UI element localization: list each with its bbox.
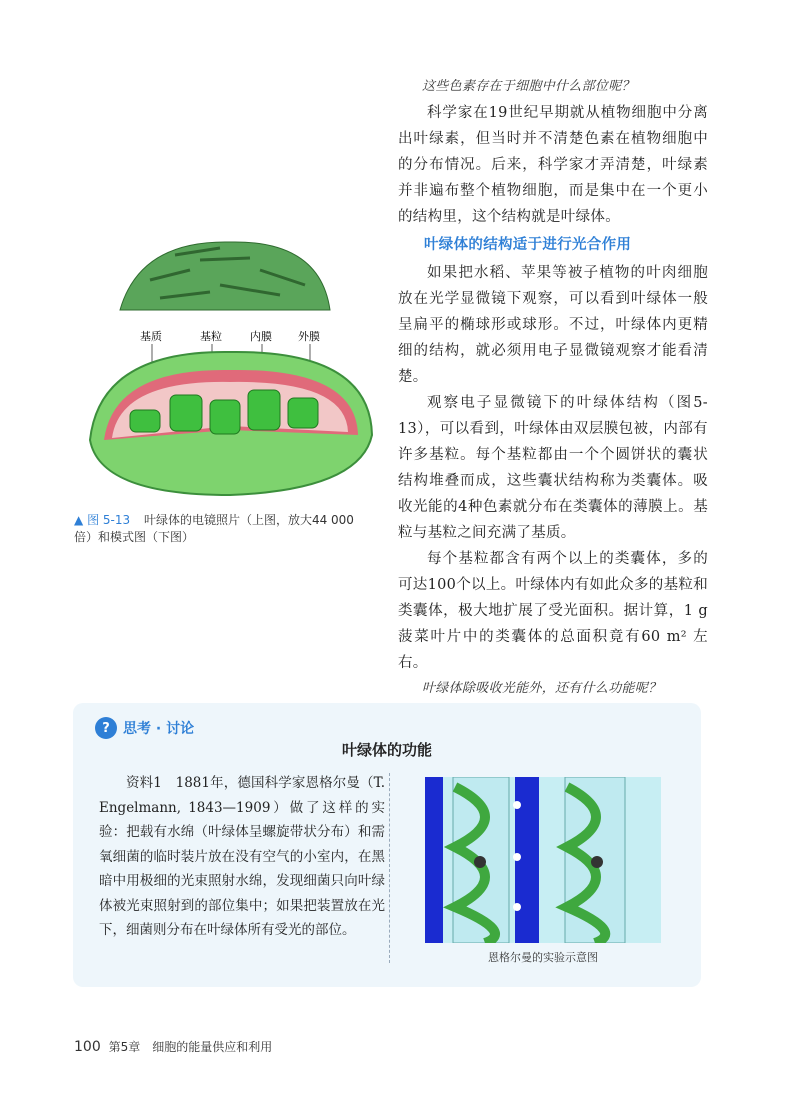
page-footer <box>74 1038 272 1055</box>
discussion-heading-label: 思考 · 讨论 <box>123 721 195 737</box>
em-photo <box>120 242 330 310</box>
discussion-heading <box>95 717 194 739</box>
page-number: 100 <box>74 1039 101 1055</box>
label-granum: 基粒 <box>200 330 222 343</box>
question-2: 叶绿体除吸收光能外，还有什么功能呢？ <box>422 681 662 696</box>
figure-number: 图 5-13 <box>87 513 131 527</box>
divider <box>389 773 390 963</box>
experiment-caption: 恩格尔曼的实验示意图 <box>488 951 598 964</box>
chloroplast-figure <box>80 240 380 500</box>
discussion-title: 叶绿体的功能 <box>341 741 432 759</box>
figure-caption <box>74 512 354 546</box>
chapter-title: 第5章 细胞的能量供应和利用 <box>108 1040 273 1054</box>
triangle-icon: ▲ <box>74 513 84 527</box>
paragraph-1: 科学家在19世纪早期就从植物细胞中分离出叶绿素，但当时并不清楚色素在植物细胞中的分布情况。后来，科学家才弄清楚，叶绿素并非遍布整个植物细胞，而是集中在一个更小的结构里，这个结构就是叶绿体。 <box>398 105 708 225</box>
label-inner-membrane: 内膜 <box>250 330 272 343</box>
label-stroma: 基质 <box>140 330 162 343</box>
lightbulb-icon: ? <box>95 717 117 739</box>
figure-caption-text: 叶绿体的电镜照片（上图，放大44 000倍）和模式图（下图） <box>74 513 354 544</box>
experiment-illustration <box>425 777 661 943</box>
paragraph-3: 观察电子显微镜下的叶绿体结构（图5-13），可以看到，叶绿体由双层膜包被，内部有许多基粒。每个基粒都由一个个圆饼状的囊状结构堆叠而成，这些囊状结构称为类囊体。吸收光能的4种色素就分布在类囊体的薄膜上。基粒与基粒之间充满了基质。 <box>398 395 708 541</box>
paragraph-4: 每个基粒都含有两个以上的类囊体，多的可达100个以上。叶绿体内有如此众多的基粒和类囊体，极大地扩展了受光面积。据计算，1 g菠菜叶片中的类囊体的总面积竟有60 m² 左右。 <box>398 551 708 671</box>
chloroplast-illustration <box>80 240 380 500</box>
paragraph-2: 如果把水稻、苹果等被子植物的叶肉细胞放在光学显微镜下观察，可以看到叶绿体一般呈扁平的椭球形或球形。不过，叶绿体内更精细的结构，就必须用电子显微镜观察才能看清楚。 <box>398 265 708 385</box>
discussion-box <box>73 703 701 987</box>
section-title: 叶绿体的结构适于进行光合作用 <box>424 237 632 253</box>
label-outer-membrane: 外膜 <box>298 330 320 343</box>
discussion-text <box>99 771 385 943</box>
experiment-image <box>425 777 661 943</box>
question-1: 这些色素存在于细胞中什么部位呢？ <box>422 79 635 94</box>
main-text-column <box>398 74 708 702</box>
discussion-paragraph: 资料1 1881年，德国科学家恩格尔曼（T. Engelmann, 1843—1909）做了这样的实验：把载有水绵（叶绿体呈螺旋带状分布）和需氧细菌的临时装片放在没有空气的小室内，在黑暗中用极细的光束照射水绵，发现细菌只向叶绿体被光束照射到的部位集中；如果把装置放在光下，细菌则分布在叶绿体所有受光的部位。 <box>99 775 385 938</box>
